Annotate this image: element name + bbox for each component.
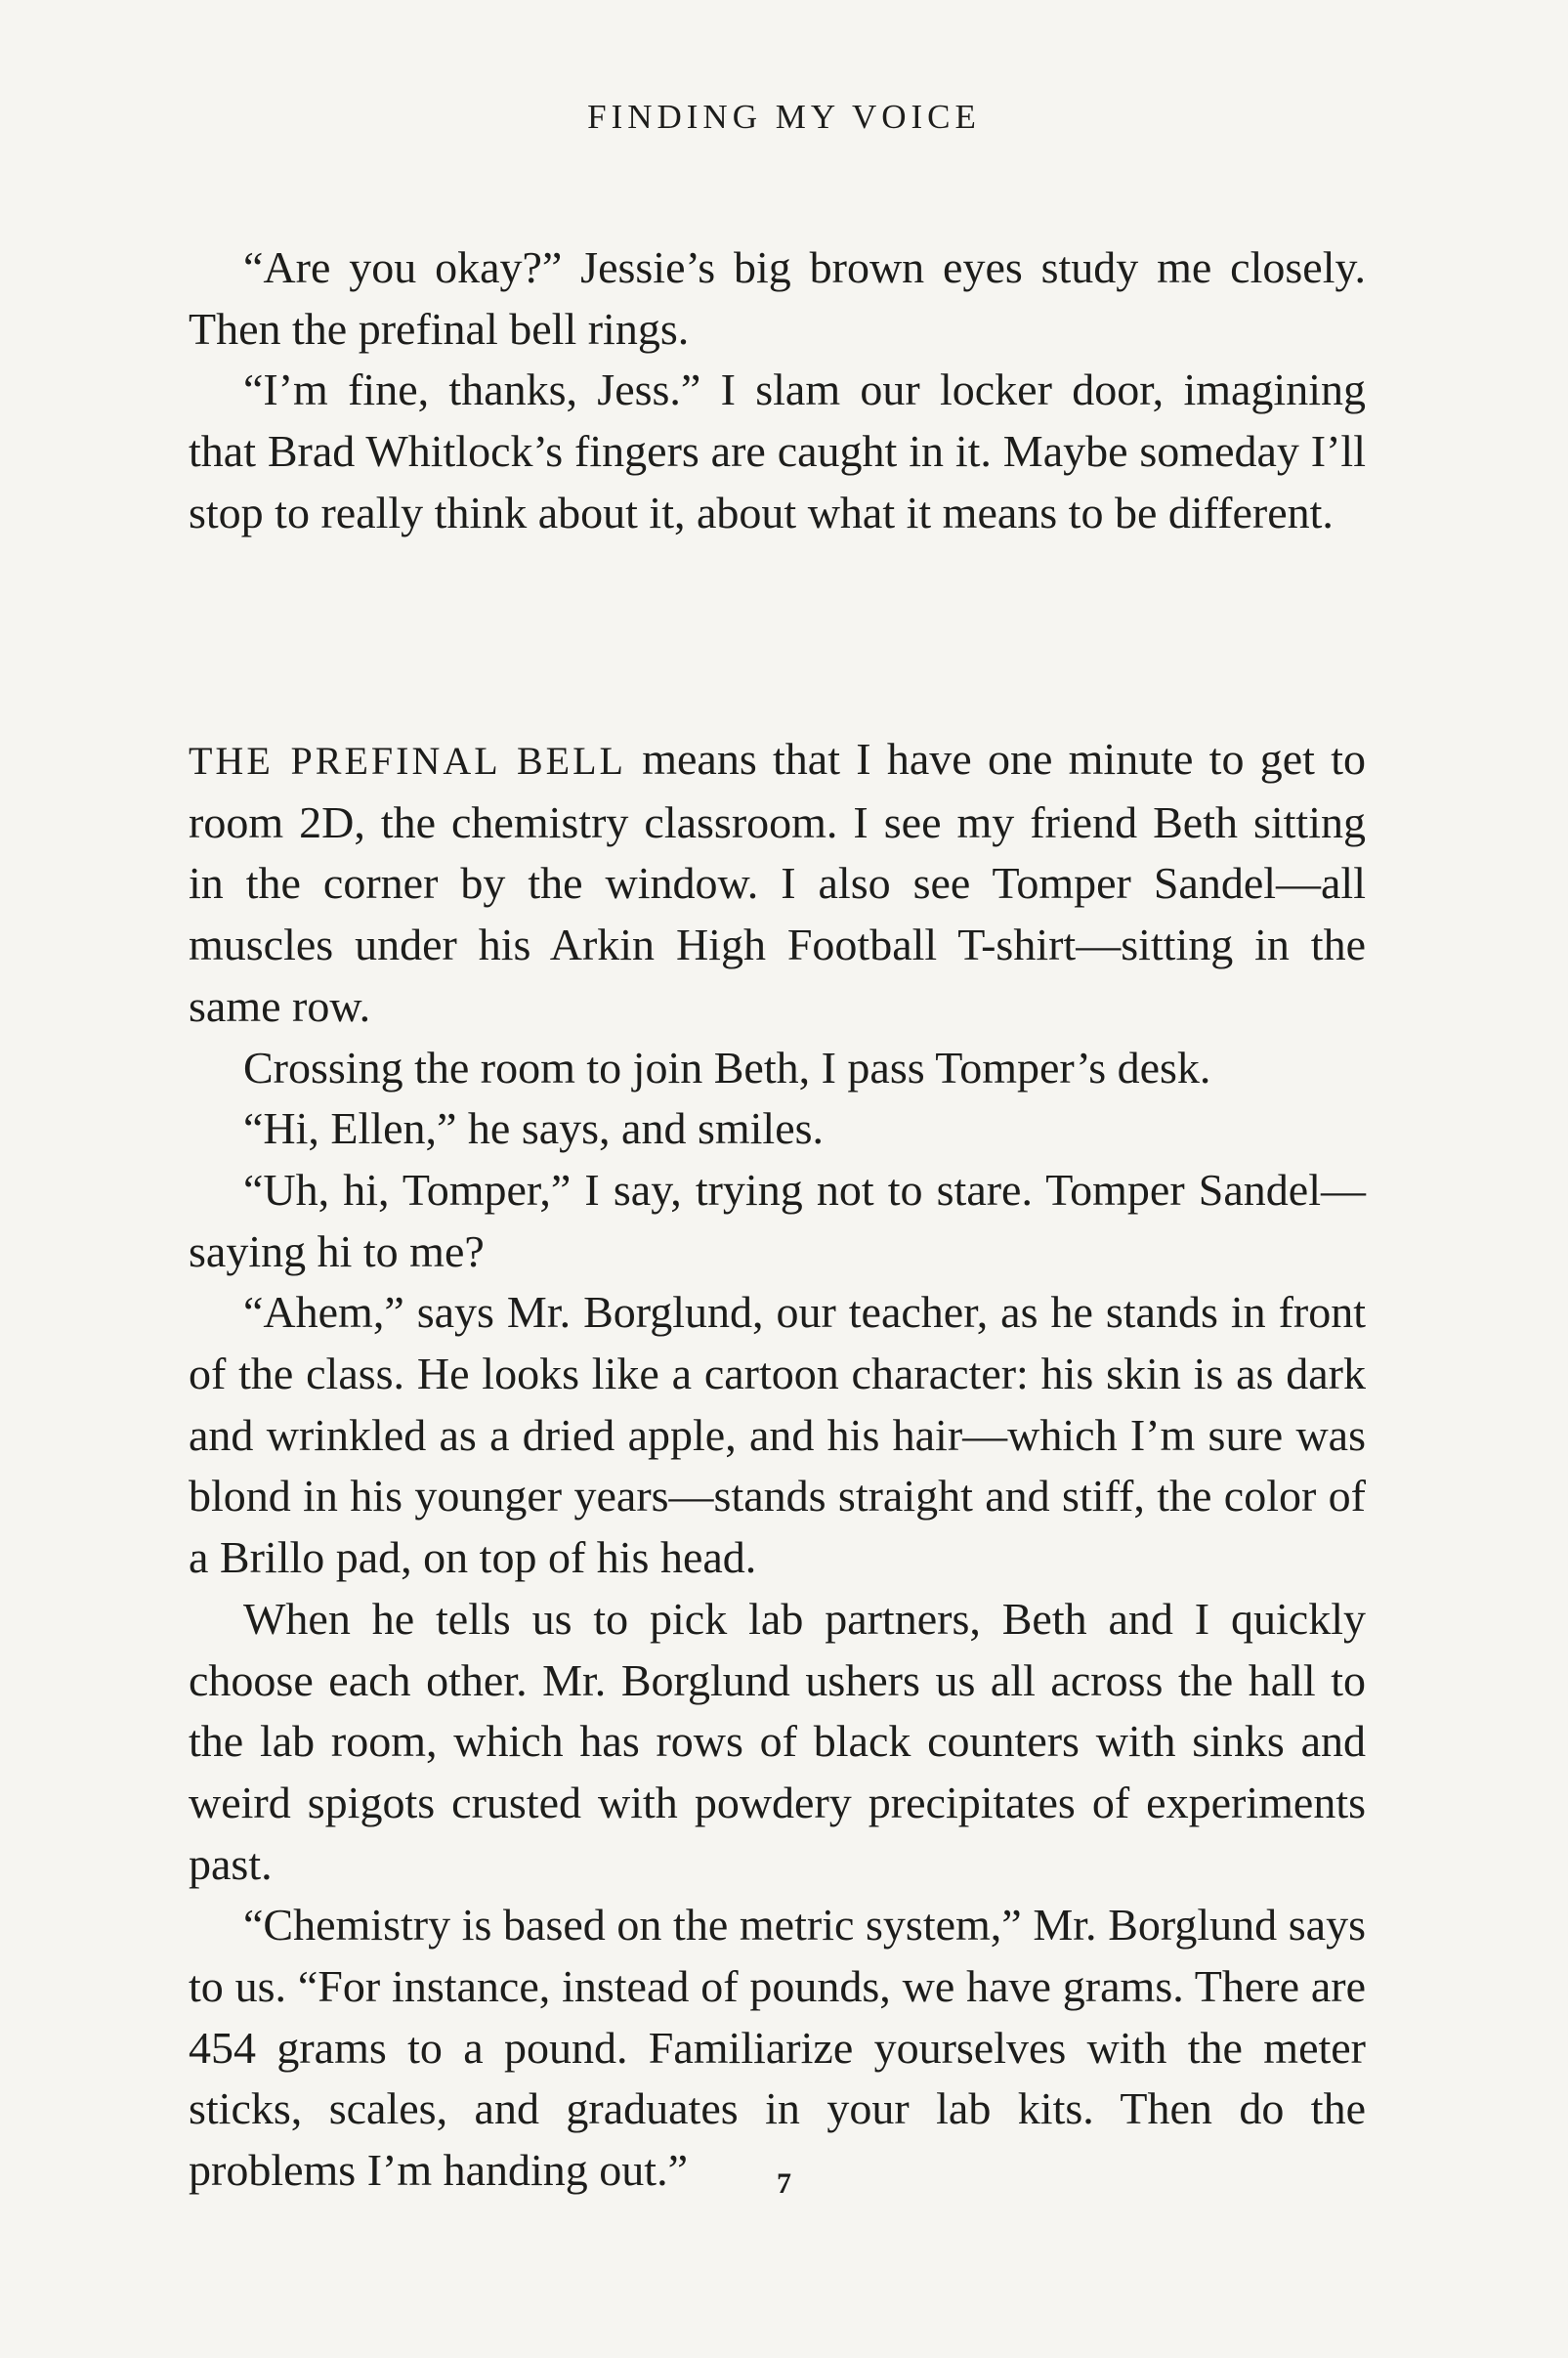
paragraph-text: means that I have one minute to get to room 2D, the chemistry classroom. I see my friend Beth sitting in the corner by the window. I also see Tomper Sandel—all muscles under his Arkin High Football T-shirt—sitting in the same row. (189, 734, 1366, 1031)
paragraph: “Are you okay?” Jessie’s big brown eyes study me closely. Then the prefinal bell rings. (189, 242, 1366, 354)
page-number: 7 (777, 2167, 791, 2200)
paragraph: Crossing the room to join Beth, I pass Tomper’s desk. (243, 1042, 1211, 1093)
paragraph: When he tells us to pick lab partners, Beth and I quickly choose each other. Mr. Borglund ushers us all across the hall to the lab room, which has rows of black counters with sinks and weird spigots crusted with powdery precipitates of experiments past. (189, 1593, 1366, 1889)
section-lead-in: THE PREFINAL BELL (189, 739, 626, 783)
paragraph: “I’m fine, thanks, Jess.” I slam our locker door, imagining that Brad Whitlock’s fingers are caught in it. Maybe someday I’ll stop to really think about it, about what it means to be different. (189, 364, 1366, 537)
section-one (189, 237, 1366, 544)
section-opening-paragraph (189, 729, 1366, 1038)
paragraph: “Hi, Ellen,” he says, and smiles. (243, 1103, 825, 1154)
paragraph: “Chemistry is based on the metric system,” Mr. Borglund says to us. “For instance, instead of pounds, we have grams. There are 454 grams to a pound. Familiarize yourselves with the meter sticks, scales, and graduates in your lab kits. Then do the problems I’m handing out.” (189, 1900, 1366, 2196)
running-head: FINDING MY VOICE (587, 98, 981, 136)
paragraph: “Uh, hi, Tomper,” I say, trying not to stare. Tomper Sandel—saying hi to me? (189, 1164, 1366, 1276)
section-two (189, 729, 1366, 2202)
paragraph: “Ahem,” says Mr. Borglund, our teacher, as he stands in front of the class. He looks like a cartoon character: his skin is as dark and wrinkled as a dried apple, and his hair—which I’m sure was blond in his younger years—stands straight and stiff, the color of a Brillo pad, on top of his head. (189, 1287, 1366, 1583)
